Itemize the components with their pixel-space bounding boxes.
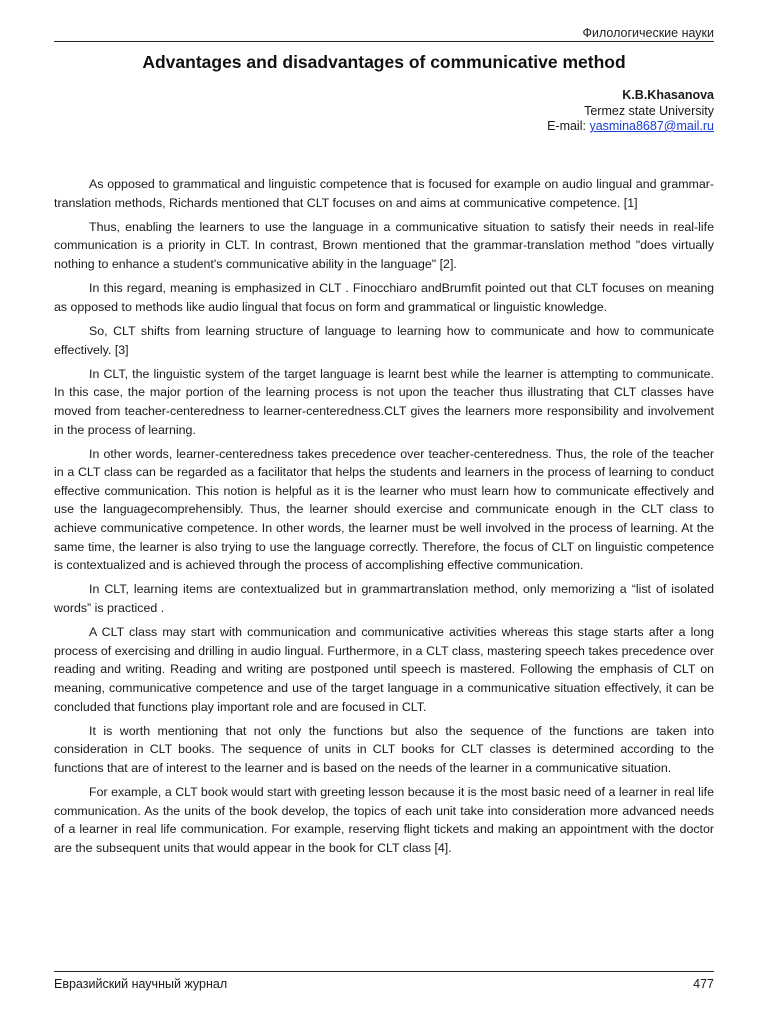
- article-body: [54, 175, 714, 863]
- paragraph: In other words, learner-centeredness takes precedence over teacher-centeredness. Thus, the role of the teacher in a CLT class can be regarded as a facilitator that helps the students and learners in the process of learning to conduct effective communication. This notion is helpful as it is the learner who must learn how to communicate effectively and use the languagecomprehensibly. Thus, the learner should exercise and communicate enough in the CLT class to achieve communicative competence. In other words, the learner must be well involved in the process of learning. At the same time, the learner is also trying to use the language correctly. Therefore, the focus of CLT on linguistic competence is contextualized and is achieved through the process of accomplishing effective communication.: [54, 446, 714, 573]
- journal-section-header: Филологические науки: [582, 26, 714, 40]
- paragraph: So, CLT shifts from learning structure of language to learning how to communicate and how to communicate effectively. [3]: [54, 323, 714, 357]
- author-affiliation: Termez state University: [584, 103, 714, 118]
- footer-journal-name: Евразийский научный журнал: [54, 977, 228, 991]
- footer-rule: [54, 971, 714, 972]
- paragraph: In CLT, learning items are contextualized but in grammartranslation method, only memorizing a “list of isolated words” is practiced .: [54, 582, 714, 616]
- paragraph: As opposed to grammatical and linguistic competence that is focused for example on audio lingual and grammar-translation methods, Richards mentioned that CLT focuses on and aims at communicative competence. [1]: [54, 177, 714, 210]
- email-label: E-mail:: [547, 119, 590, 133]
- email-link[interactable]: yasmina8687@mail.ru: [589, 119, 714, 133]
- author-email-line: [547, 119, 714, 135]
- author-name: K.B.Khasanova: [622, 88, 714, 102]
- paragraph: A CLT class may start with communication and communicative activities whereas this stage starts after a long process of exercising and drilling in audio lingual. Furthermore, in a CLT class, mastering speech takes precedence over reading and writing. Reading and writing are postponed until speech is mastered. Following the emphasis of CLT on meaning, communicative competence and use of the target language in a communicative situation effectively, it can be concluded that functions play important role and are focused in CLT.: [54, 625, 714, 714]
- paragraph: For example, a CLT book would start with greeting lesson because it is the most basic need of a learner in real life communication. As the units of the book develop, the topics of each unit take into consideration more advanced needs of a learner in real life communication. For example, reserving flight tickets and making an appointment with the doctor are the subsequent units that would appear in the book for CLT class [4].: [54, 785, 714, 855]
- paragraph: In this regard, meaning is emphasized in CLT . Finocchiaro andBrumfit pointed out that CLT focuses on meaning as opposed to methods like audio lingual that focus on form and grammatical or linguistic knowledge.: [54, 281, 714, 314]
- article-title: Advantages and disadvantages of communicative method: [142, 52, 626, 72]
- header-rule: [54, 41, 714, 42]
- paragraph: It is worth mentioning that not only the functions but also the sequence of the functions are taken into consideration in CLT books. The sequence of units in CLT books for CLT classes is determined according to the functions that are of interest to the learner and is based on the needs of the learner in a communicative situation.: [54, 723, 714, 775]
- paragraph: In CLT, the linguistic system of the target language is learnt best while the learner is attempting to communicate. In this case, the major portion of the learning process is not upon the teacher thus illustrating that CLT classes have moved from teacher-centeredness to learner-centeredness.CLT gives the learners more responsibility and involvement in the process of learning.: [54, 366, 714, 437]
- author-block: [547, 88, 714, 135]
- page-number: 477: [693, 977, 714, 991]
- paragraph: Thus, enabling the learners to use the language in a communicative situation to satisfy their needs in real-life communication is a priority in CLT. In contrast, Brown mentioned that the grammar-translation method "does virtually nothing to enhance a student's communicative ability in the language" [2].: [54, 219, 714, 271]
